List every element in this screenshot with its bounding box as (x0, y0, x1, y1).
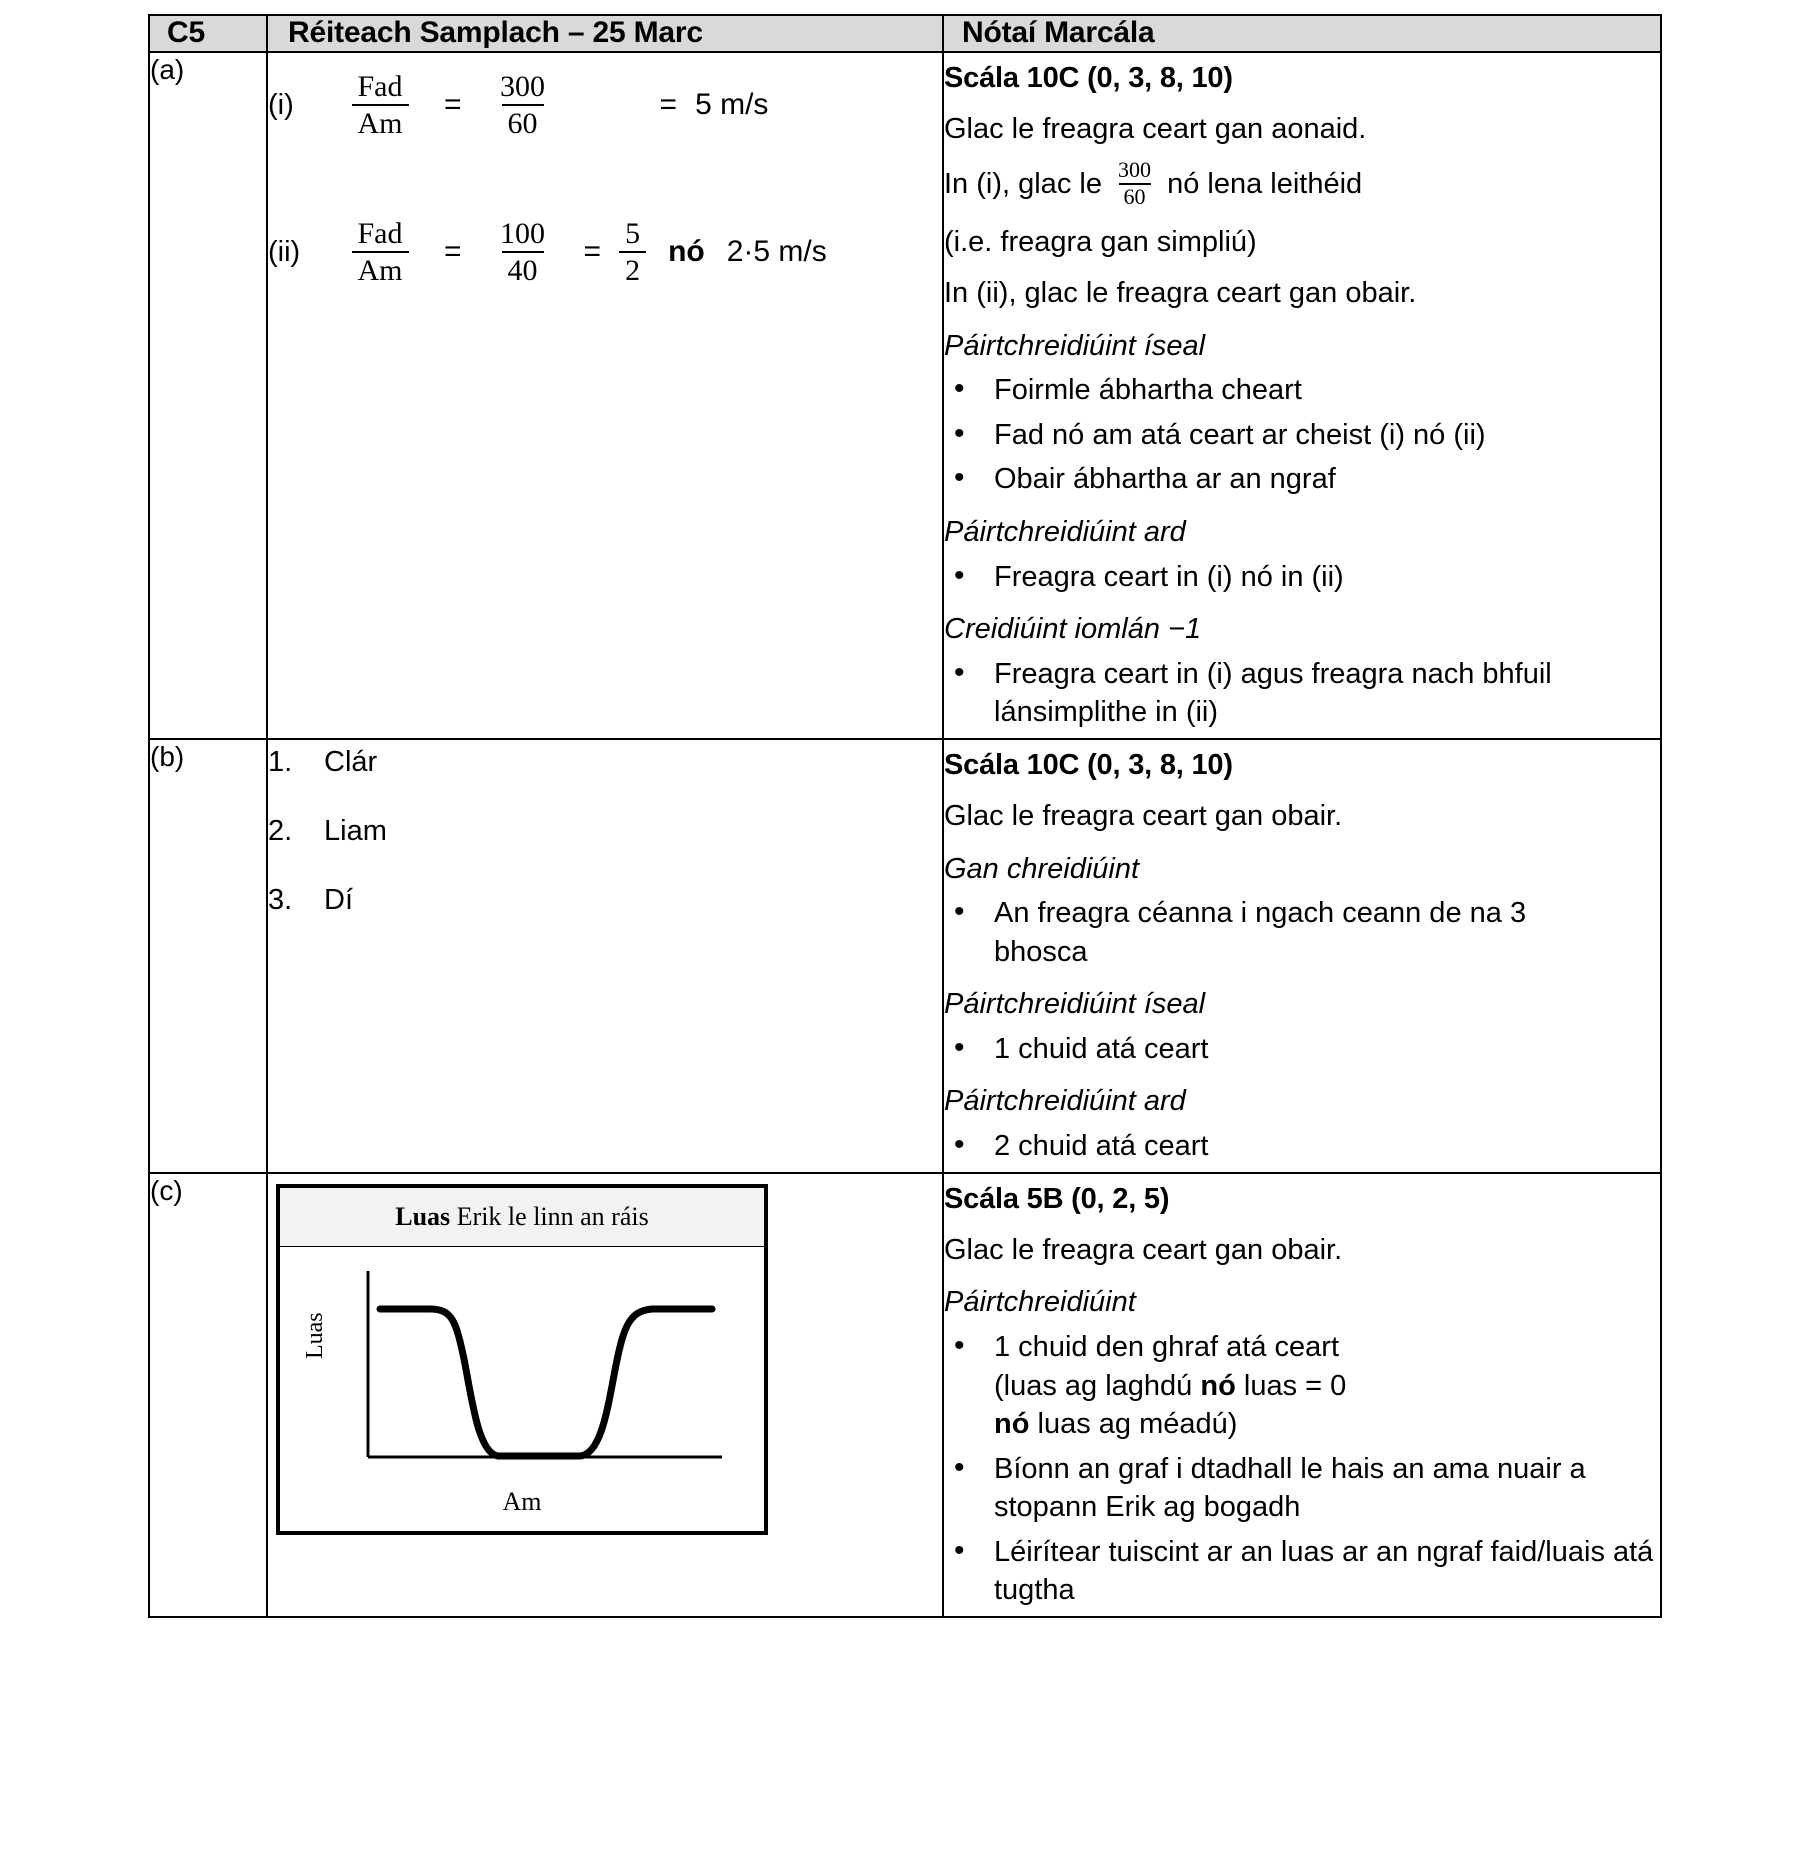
table-header (149, 15, 1661, 52)
equation-i-lhs-fraction (334, 71, 426, 140)
list-item-label: Liam (324, 814, 387, 847)
list-item-number: 1. (268, 745, 293, 778)
equation-i-lhs-denominator: Am (352, 104, 409, 140)
solution-cell-b (267, 739, 943, 1173)
notes-a-line4: In (ii), glac le freagra ceart gan obair. (944, 277, 1417, 310)
row-label-b: (b) (149, 739, 267, 1173)
graph-y-axis-label: Luas (302, 1311, 328, 1359)
notes-a-sub3-list (944, 655, 1660, 732)
equation-ii-mid-denominator: 40 (502, 251, 544, 287)
list-item: • Freagra ceart in (i) agus freagra nach bhfuil lánsimplithe in (ii) (944, 655, 1660, 732)
graph-body (280, 1247, 764, 1531)
notes-b-line1: Glac le freagra ceart gan obair. (944, 800, 1343, 833)
solution-cell-a (267, 52, 943, 739)
notes-b-sub2-list (944, 1030, 1660, 1069)
equation-i-mid-denominator: 60 (502, 104, 544, 140)
notes-c-bullet1-seg3-bold: nó (994, 1408, 1030, 1441)
notes-b-sub1-title: Gan chreidiúint (944, 852, 1140, 885)
equation-ii-conjunction: nó (668, 235, 705, 268)
list-item-number: 3. (268, 883, 293, 916)
list-item-number: 2. (268, 814, 293, 847)
notes-b-sub3-title: Páirtchreidiúint ard (944, 1085, 1186, 1118)
list-item: • Bíonn an graf i dtadhall le hais an ama nuair a stopann Erik ag bogadh (944, 1450, 1654, 1527)
notes-c-sub1-list (944, 1328, 1660, 1610)
notes-b-sub2-title: Páirtchreidiúint íseal (944, 988, 1206, 1021)
notes-a-line2 (944, 157, 1660, 210)
notes-c-bullet1-seg1: 1 chuid den ghraf atá ceart (994, 1330, 1340, 1363)
answer-list-b (268, 746, 942, 917)
notes-a-line2-denominator: 60 (1119, 183, 1151, 208)
list-item-label: Clár (324, 745, 378, 778)
notes-cell-b (943, 739, 1661, 1173)
notes-a-line1: Glac le freagra ceart gan aonaid. (944, 113, 1367, 146)
table-row-c (149, 1173, 1661, 1617)
equation-ii-result-numerator: 5 (625, 216, 641, 250)
list-item (268, 884, 942, 917)
notes-a-scale: Scála 10C (0, 3, 8, 10) (944, 61, 1233, 94)
row-label-c: (c) (149, 1173, 267, 1617)
equation-i-roman: (i) (268, 88, 294, 121)
notes-c-scale: Scála 5B (0, 2, 5) (944, 1182, 1170, 1215)
solution-cell-c (267, 1173, 943, 1617)
equation-ii-mid-fraction (480, 218, 566, 287)
notes-a-line2-fraction (1113, 159, 1156, 208)
table-row-b (149, 739, 1661, 1173)
list-item (268, 746, 942, 779)
equation-ii-roman: (ii) (268, 235, 301, 268)
notes-a-sub2-list (944, 558, 1660, 597)
equation-ii-result-fraction (619, 218, 646, 287)
equation-i-equals-2: = (659, 88, 678, 121)
list-item: • 1 chuid atá ceart (944, 1030, 1660, 1069)
list-item-label: Dí (324, 883, 353, 916)
notes-cell-a (943, 52, 1661, 739)
notes-b-scale: Scála 10C (0, 3, 8, 10) (944, 748, 1233, 781)
graph-title-rest: Erik le linn an ráis (456, 1201, 649, 1231)
header-row (149, 15, 1661, 52)
equation-ii-result: 2·5 m/s (726, 235, 827, 268)
speed-curve (380, 1309, 712, 1456)
equation-i-mid-numerator: 300 (500, 69, 546, 103)
equation-i-lhs-numerator: Fad (357, 69, 403, 103)
equation-ii-equals-1: = (444, 235, 462, 268)
header-solution-column: Réiteach Samplach – 25 Marc (267, 15, 943, 52)
notes-c-bullet1-seg3-post: luas ag méadú) (1037, 1408, 1238, 1441)
notes-a-sub2-title: Páirtchreidiúint ard (944, 515, 1186, 548)
equation-i-result: 5 m/s (695, 88, 769, 121)
equation-i (268, 71, 942, 140)
equation-ii-equals-2: = (583, 235, 602, 268)
notes-b-sub3-list (944, 1127, 1660, 1166)
graph-x-axis-label: Am (502, 1486, 542, 1516)
graph-title (280, 1188, 764, 1247)
marking-scheme-table (148, 14, 1662, 1618)
table-row-a (149, 52, 1661, 739)
header-question-code: C5 (149, 15, 267, 52)
notes-a-line2-post: nó lena leithéid (1167, 168, 1363, 201)
equation-ii-lhs-fraction (334, 218, 426, 287)
table-body (149, 52, 1661, 1617)
list-item: • Freagra ceart in (i) nó in (ii) (944, 558, 1660, 597)
notes-c-sub1-title: Páirtchreidiúint (944, 1286, 1136, 1319)
notes-c-bullet1-seg2-post: luas = 0 (1243, 1369, 1347, 1402)
list-item: • Fad nó am atá ceart ar cheist (i) nó (ii) (944, 416, 1660, 455)
equation-ii-result-denominator: 2 (619, 251, 646, 287)
notes-c-line1: Glac le freagra ceart gan obair. (944, 1234, 1343, 1267)
notes-a-sub3-title: Creidiúint iomlán −1 (944, 613, 1202, 646)
list-item: • Léirítear tuiscint ar an luas ar an ngraf faid/luais atá tugtha (944, 1533, 1654, 1610)
speed-time-graph-figure (276, 1184, 768, 1535)
header-notes-column: Nótaí Marcála (943, 15, 1661, 52)
equation-ii-lhs-numerator: Fad (357, 216, 403, 250)
graph-title-bold: Luas (395, 1201, 451, 1231)
notes-c-bullet1-seg2-pre: (luas ag laghdú (994, 1369, 1193, 1402)
notes-a-line2-numerator: 300 (1118, 157, 1152, 183)
row-label-a: (a) (149, 52, 267, 739)
equation-ii (268, 218, 942, 287)
list-item: • An freagra céanna i ngach ceann de na 3 bhosca (944, 894, 1584, 971)
list-item: • 2 chuid atá ceart (944, 1127, 1660, 1166)
equation-ii-lhs-denominator: Am (352, 251, 409, 287)
notes-c-bullet1-seg2-bold: nó (1200, 1369, 1236, 1402)
equation-i-mid-fraction (480, 71, 566, 140)
equation-ii-mid-numerator: 100 (500, 216, 546, 250)
equation-i-equals-1: = (444, 88, 462, 121)
list-item (944, 1328, 1660, 1444)
notes-b-sub1-list (944, 894, 1660, 971)
list-item: • Obair ábhartha ar an ngraf (944, 460, 1660, 499)
list-item: • Foirmle ábhartha cheart (944, 371, 1660, 410)
notes-a-sub1-list (944, 371, 1660, 499)
notes-a-line3: (i.e. freagra gan simpliú) (944, 226, 1257, 259)
notes-cell-c (943, 1173, 1661, 1617)
list-item (268, 815, 942, 848)
notes-a-sub1-title: Páirtchreidiúint íseal (944, 329, 1206, 362)
notes-a-line2-pre: In (i), glac le (944, 168, 1102, 201)
